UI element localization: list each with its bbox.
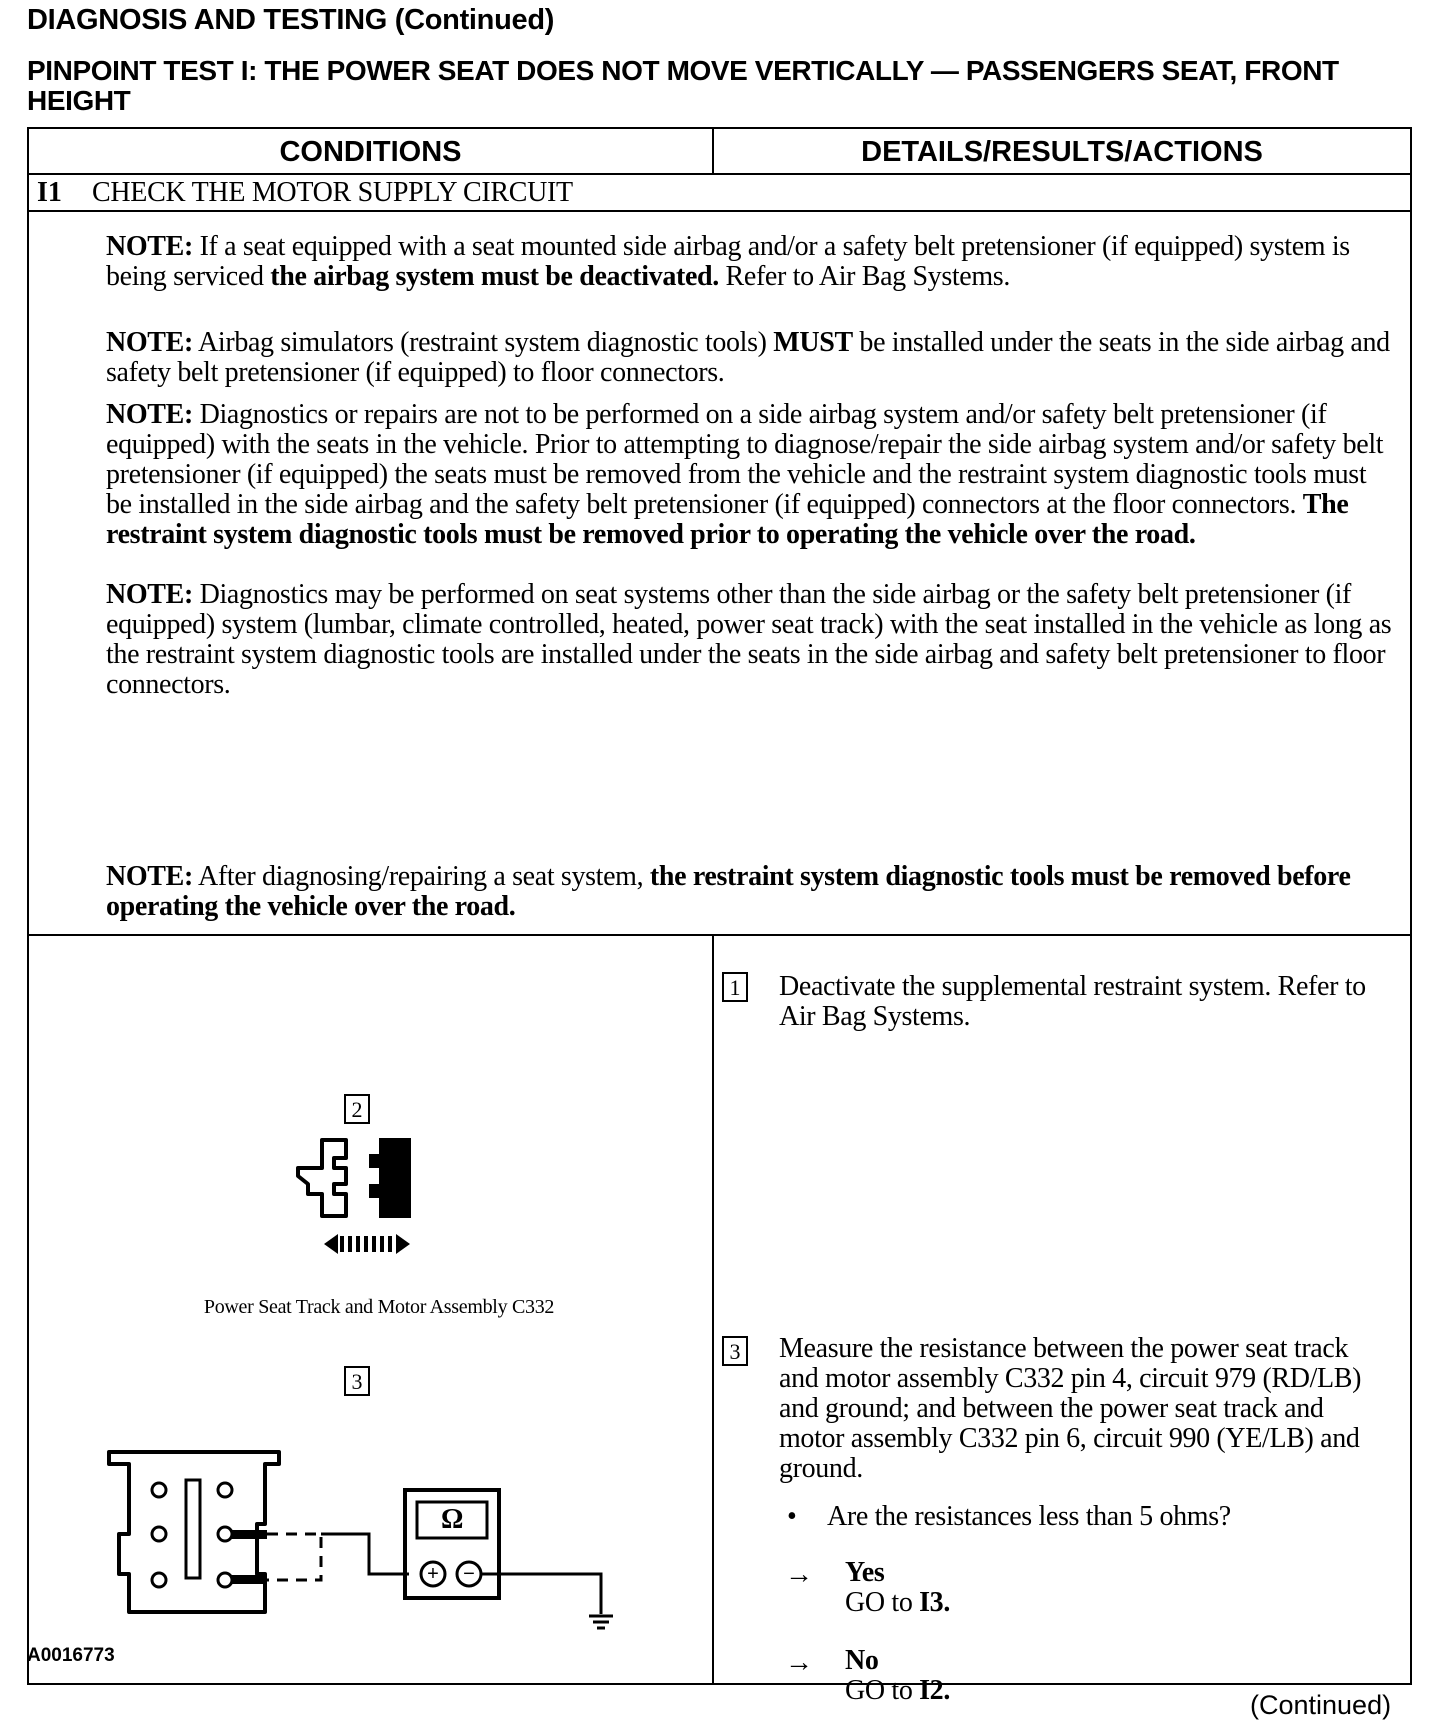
step-row [29, 175, 1410, 212]
notes-section [29, 212, 1410, 936]
note-text: After diagnosing/repairing a seat system, [192, 861, 650, 892]
note-bold-text: the restraint system diagnostic tools must be removed before operating the vehicle over the road. [106, 861, 1351, 922]
no-goto [845, 1676, 950, 1706]
no-arrow-icon: → [785, 1647, 813, 1678]
test-probes [231, 1530, 267, 1584]
note-label: NOTE: [106, 327, 193, 358]
question-text: Are the resistances less than 5 ohms? [827, 1501, 1231, 1532]
figure-3-diagram [89, 1444, 649, 1664]
multimeter-wiring-diagram [89, 1444, 649, 1664]
figure-2-number-box: 2 [344, 1094, 370, 1124]
note-5 [106, 862, 1396, 922]
step-title: CHECK THE MOTOR SUPPLY CIRCUIT [92, 177, 573, 208]
note-1 [106, 232, 1396, 292]
note-text: Refer to Air Bag Systems. [718, 261, 1010, 292]
figure-code: A0016773 [27, 1645, 115, 1666]
pinpoint-test-title: PINPOINT TEST I: THE POWER SEAT DOES NOT MOVE VERTICALLY — PASSENGERS SEAT, FRONT HEIGHT [27, 55, 1339, 116]
note-text: Airbag simulators (restraint system diagnostic tools) [192, 327, 774, 358]
connector-center-slot [186, 1480, 200, 1578]
note-label: NOTE: [106, 861, 193, 892]
connector-female-body [379, 1138, 411, 1218]
yes-goto-target: I3. [919, 1587, 950, 1618]
table-header-row [29, 129, 1410, 175]
column-divider [712, 936, 714, 1685]
note-text: be installed under the seats in the side airbag and safety belt pretensioner (if equipped) to floor connectors. [106, 327, 1390, 388]
note-label: NOTE: [106, 231, 193, 262]
page-header: DIAGNOSIS AND TESTING (Continued) [27, 4, 555, 36]
no-goto-text: GO to [845, 1675, 920, 1706]
connector-female-notch-2 [369, 1184, 383, 1198]
note-bold-text: The restraint system diagnostic tools must be removed prior to operating the vehicle over the road. [106, 489, 1349, 550]
connector-icon [284, 1132, 454, 1262]
yes-label: Yes [845, 1557, 885, 1588]
action-1-number-box: 1 [722, 972, 748, 1002]
continued-label: (Continued) [1250, 1690, 1392, 1720]
meter-lead [321, 1534, 409, 1574]
note-text: Diagnostics or repairs are not to be performed on a side airbag system and/or safety belt pretensioner (if equipped) with the seats in the vehicle. Prior to attempting to diagnose/repair the side airbag system and/or safety belt pretensioner (if equipped) the seats must be removed from the vehicle and the restraint system diagnostic tools must be installed in the side airbag and the safety belt pretensioner (if equipped) connectors at the floor connectors. [106, 399, 1384, 520]
question-bullet: • [787, 1501, 797, 1532]
figure-3-number-box: 3 [344, 1366, 370, 1396]
yes-goto-text: GO to [845, 1587, 920, 1618]
note-bold-text: the airbag system must be deactivated. [270, 261, 719, 292]
note-3 [106, 400, 1396, 550]
no-goto-target: I2. [919, 1675, 950, 1706]
note-text: If a seat equipped with a seat mounted side airbag and/or a safety belt pretensioner (if equipped) system is being serviced [106, 231, 1350, 292]
ohm-symbol: Ω [441, 1504, 464, 1535]
step-id: I1 [37, 177, 62, 208]
connector-male-half [298, 1140, 346, 1216]
action-1-text: Deactivate the supplemental restraint system. Refer to Air Bag Systems. [779, 971, 1366, 1032]
action-3-text: Measure the resistance between the power seat track and motor assembly C332 pin 4, circuit 979 (RD/LB) and ground; and between the power seat track and motor assembly C332 pin 6, circuit 990 (YE/LB) and ground. [779, 1333, 1362, 1484]
action-3-number-box: 3 [722, 1336, 748, 1366]
note-2 [106, 328, 1396, 388]
note-4 [106, 580, 1396, 700]
details-header: DETAILS/RESULTS/ACTIONS [861, 136, 1263, 168]
note-label: NOTE: [106, 399, 193, 430]
probe-leads-dashed [267, 1534, 321, 1580]
no-label: No [845, 1645, 879, 1676]
note-bold-text: MUST [773, 327, 853, 358]
note-label: NOTE: [106, 579, 193, 610]
connector-pins [152, 1483, 232, 1587]
arrow-shaft-hatch [342, 1236, 390, 1252]
yes-goto [845, 1588, 950, 1618]
conditions-header: CONDITIONS [29, 129, 714, 173]
minus-label: − [463, 1563, 475, 1585]
connector-female-notch-1 [369, 1154, 383, 1168]
plus-label: + [427, 1563, 439, 1585]
note-text: Diagnostics may be performed on seat systems other than the side airbag or the safety belt pretensioner (if equipped) system (lumbar, climate controlled, heated, power seat track) with the seat installed in the vehicle as long as the restraint system diagnostic tools are installed under the seats in the side airbag and safety belt pretensioner to floor connectors. [106, 579, 1392, 700]
ground-symbol-icon [589, 1616, 613, 1628]
yes-arrow-icon: → [785, 1559, 813, 1590]
figure-2-caption: Power Seat Track and Motor Assembly C332 [203, 1296, 555, 1318]
